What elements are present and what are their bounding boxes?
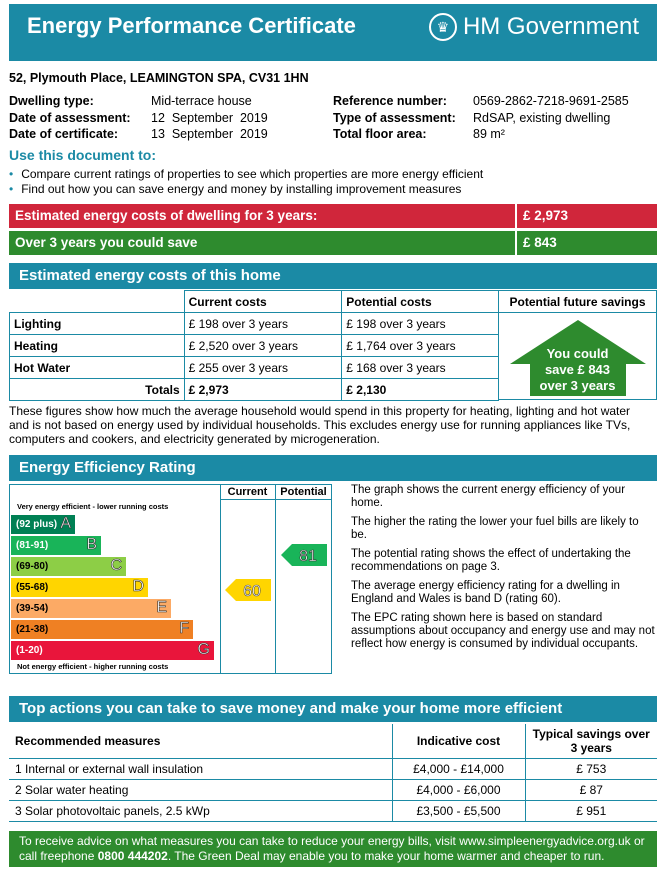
potential-rating-value: 81 (299, 548, 317, 565)
band-letter: G (197, 641, 210, 658)
table-row: Lighting £ 198 over 3 years £ 198 over 3 years (10, 313, 499, 335)
eer-band-b (11, 536, 101, 555)
actions-section-title: Top actions you can take to save money and make your home more efficient (9, 696, 657, 722)
costs-table (9, 290, 499, 401)
future-savings-box (498, 290, 657, 400)
col-current: Current (227, 486, 268, 498)
table-row: Hot Water £ 255 over 3 years £ 168 over 3 years (10, 357, 499, 379)
table-row: 1 Internal or external wall insulation £4,000 - £14,000 £ 753 (9, 758, 657, 779)
costs-note: These figures show how much the average household would spend in this property for heating, lighting and hot water and is not based on energy used by individual households. This excludes energy use for running appliances like TVs, computers and cookers, and electricity generated by microgeneration. (9, 404, 631, 446)
eer-band-a (11, 515, 75, 534)
eer-band-f (11, 620, 193, 639)
costs-summary-bar (9, 204, 657, 228)
freephone-number: 0800 444202 (97, 849, 168, 863)
crest-icon: ♛ (429, 13, 457, 41)
eer-section-title: Energy Efficiency Rating (9, 455, 657, 481)
current-rating-arrow (225, 579, 271, 601)
footer-advice: To receive advice on what measures you can take to reduce your energy bills, visit www.simpleenergyadvice.org.uk or call freephone 0800 444202. The Green Deal may enable you to make your home warmer and cheaper to run. (9, 831, 657, 867)
band-range: (39-54) (16, 603, 49, 614)
band-letter: B (86, 536, 97, 553)
band-letter: F (179, 620, 189, 637)
costs-section-title: Estimated energy costs of this home (9, 263, 657, 289)
savings-summary-bar (9, 231, 657, 255)
band-range: (21-38) (16, 624, 49, 635)
band-letter: A (60, 515, 71, 532)
header-current: Current costs (184, 291, 342, 313)
band-range: (1-20) (16, 645, 43, 656)
list-item: • Find out how you can save energy and money by installing improvement measures (9, 182, 462, 196)
potential-rating-arrow (281, 544, 327, 566)
savings-arrow-text: You could save £ 843 over 3 years (539, 346, 616, 393)
band-letter: E (156, 599, 167, 616)
band-range: (69-80) (16, 561, 49, 572)
col-potential: Potential (280, 486, 327, 498)
band-range: (81-91) (16, 540, 49, 551)
table-row: 2 Solar water heating £4,000 - £6,000 £ 87 (9, 779, 657, 800)
band-range: (92 plus) (16, 519, 58, 530)
dwelling-type-label: Dwelling type: (9, 94, 94, 108)
list-item: • Compare current ratings of properties to see which properties are more energy efficient (9, 167, 484, 181)
eer-description: The graph shows the current energy efficiency of your home. The higher the rating the lower your fuel bills are likely to be. The potential rating shows the effect of undertaking the recommendations on page 3. The average energy efficiency rating for a dwelling in England and Wales is band D (rating 60). The EPC rating shown here is based on standard assumptions about occupancy and energy use and may not reflect how energy is consumed by individual occupants. (351, 484, 655, 650)
savings-summary-label: Over 3 years you could save (15, 235, 198, 250)
eer-band-g (11, 641, 214, 660)
header-cost: Indicative cost (392, 724, 525, 758)
floor-area-label: Total floor area: (333, 127, 427, 141)
assessment-date-value: 12 September 2019 (151, 111, 268, 125)
savings-summary-value: £ 843 (515, 231, 557, 255)
certificate-date-label: Date of certificate: (9, 127, 119, 141)
assessment-type-label: Type of assessment: (333, 111, 456, 125)
assessment-date-label: Date of assessment: (9, 111, 131, 125)
header-future: Potential future savings (499, 291, 656, 313)
reference-label: Reference number: (333, 94, 447, 108)
address: 52, Plymouth Place, LEAMINGTON SPA, CV31 1HN (9, 71, 309, 85)
table-row: Heating £ 2,520 over 3 years £ 1,764 over 3 years (10, 335, 499, 357)
costs-summary-label: Estimated energy costs of dwelling for 3 years: (15, 208, 318, 223)
eer-band-e (11, 599, 171, 618)
certificate-date-value: 13 September 2019 (151, 127, 268, 141)
reference-value: 0569-2862-7218-9691-2585 (473, 94, 629, 108)
measures-table (9, 724, 657, 822)
page-title: Energy Performance Certificate (27, 13, 356, 38)
band-letter: C (110, 557, 122, 574)
dwelling-type-value: Mid-terrace house (151, 94, 252, 108)
band-letter: D (132, 578, 144, 595)
eer-band-d (11, 578, 148, 597)
eer-top-note: Very energy efficient - lower running costs (17, 502, 169, 511)
totals-row: Totals £ 2,973 £ 2,130 (10, 379, 499, 401)
floor-area-value: 89 m² (473, 127, 505, 141)
eer-chart (9, 484, 332, 674)
costs-summary-value: £ 2,973 (515, 204, 568, 228)
header-measure: Recommended measures (9, 724, 392, 758)
eer-band-c (11, 557, 126, 576)
header-banner (9, 4, 657, 61)
use-title: Use this document to: (9, 147, 157, 163)
band-range: (55-68) (16, 582, 49, 593)
table-row: 3 Solar photovoltaic panels, 2.5 kWp £3,500 - £5,500 £ 951 (9, 800, 657, 821)
current-rating-value: 60 (243, 583, 261, 600)
header-potential: Potential costs (342, 291, 499, 313)
eer-bottom-note: Not energy efficient - higher running costs (17, 662, 169, 671)
assessment-type-value: RdSAP, existing dwelling (473, 111, 611, 125)
gov-name: HM Government (462, 13, 639, 40)
gov-brand (429, 13, 639, 41)
header-savings: Typical savings over 3 years (525, 724, 657, 758)
use-bullets (9, 167, 483, 197)
